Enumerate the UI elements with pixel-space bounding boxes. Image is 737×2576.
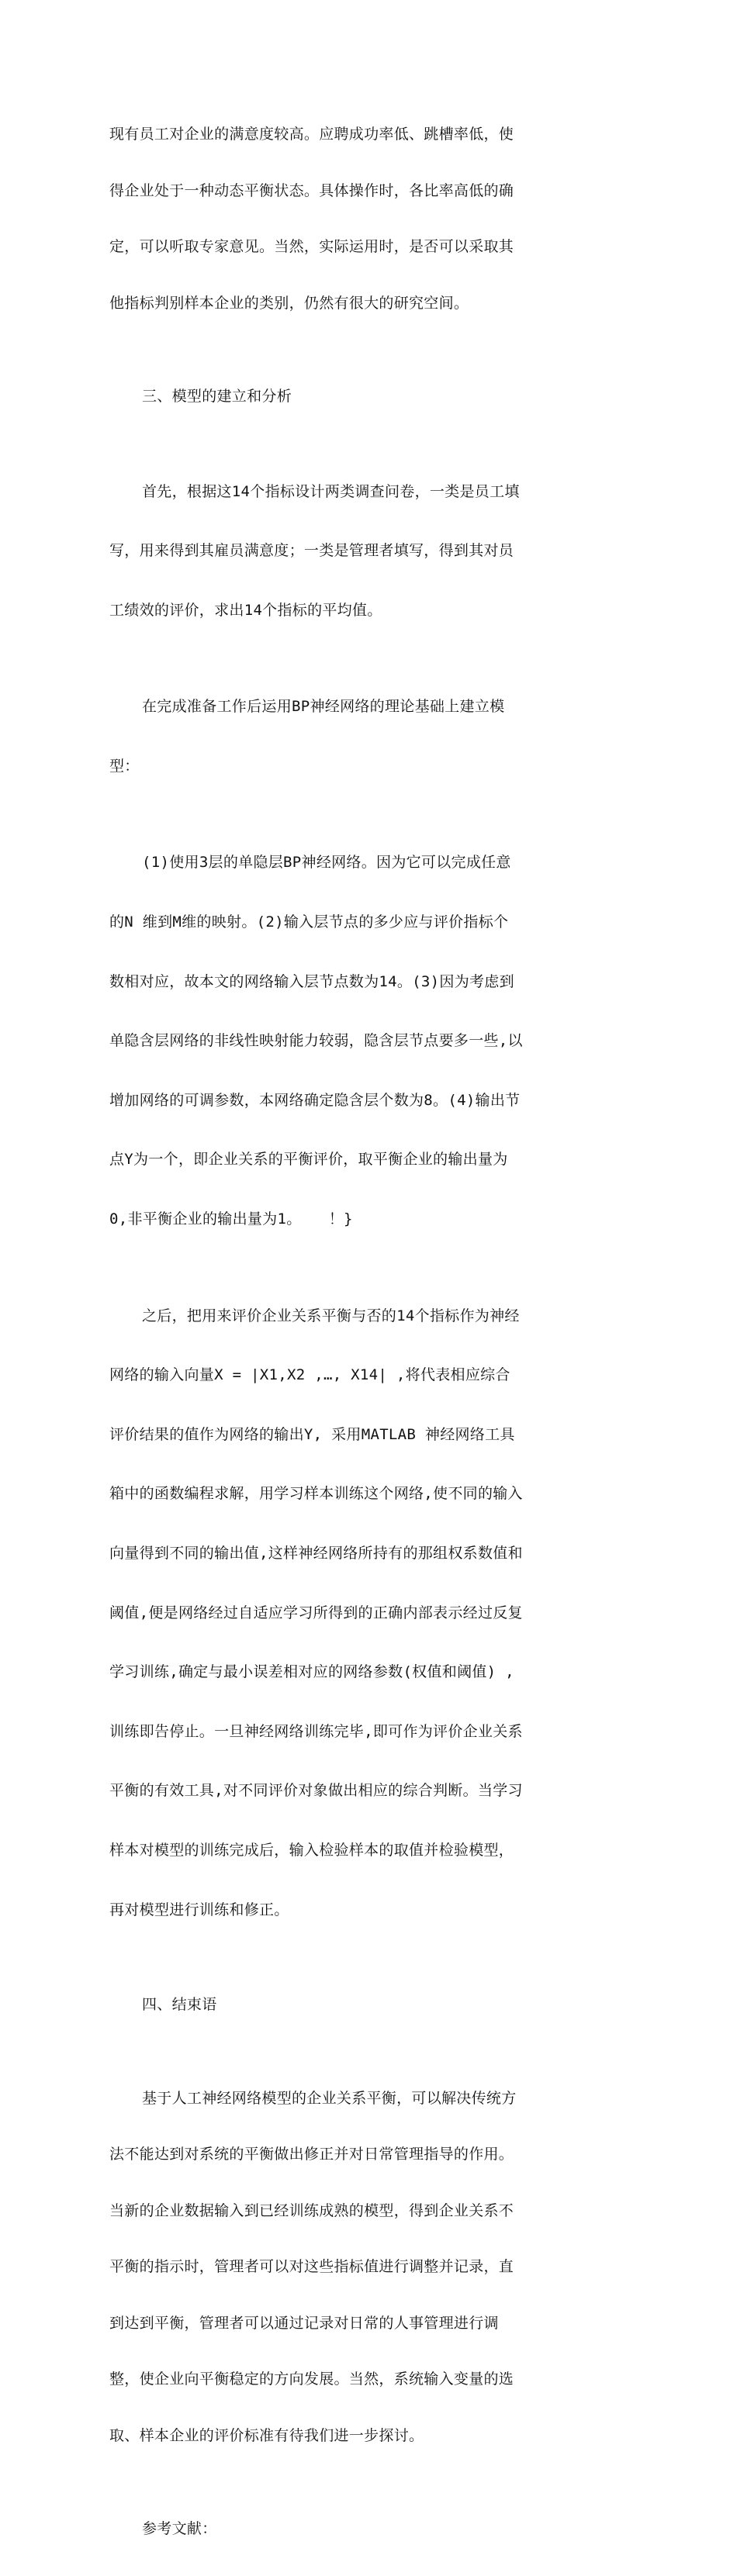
text-line: 到达到平衡，管理者可以通过记录对日常的人事管理进行调 (109, 2314, 499, 2332)
text-line: 首先，根据这14个指标设计两类调查问卷，一类是员工填 (142, 482, 520, 500)
text-line: 向量得到不同的输出值,这样神经网络所持有的那组权系数值和 (109, 1545, 523, 1562)
document-page (109, 88, 575, 2576)
text-line: 增加网络的可调参数，本网络确定隐含层个数为8。(4)输出节 (109, 1091, 521, 1109)
text-line: 样本对模型的训练完成后，输入检验样本的取值并检验模型， (109, 1841, 514, 1859)
heading-text: 四、结束语 (142, 1996, 217, 2014)
heading-text: 三、模型的建立和分析 (142, 388, 292, 405)
heading-text: 参考文献： (142, 2520, 217, 2538)
section-heading-3 (109, 350, 575, 444)
section-heading-4 (109, 1958, 575, 2052)
paragraph-1 (109, 88, 575, 350)
paragraph-6 (109, 2052, 575, 2483)
text-line: 之后，把用来评价企业关系平衡与否的14个指标作为神经 (142, 1307, 520, 1324)
text-line: 平衡的有效工具,对不同评价对象做出相应的综合判断。当学习 (109, 1782, 523, 1800)
text-line: (1)使用3层的单隐层BP神经网络。因为它可以完成任意 (142, 854, 511, 872)
text-line: 在完成准备工作后运用BP神经网络的理论基础上建立模 (142, 698, 505, 716)
text-line: 评价结果的值作为网络的输出Y, 采用MATLAB 神经网络工具 (109, 1425, 515, 1443)
text-line: 基于人工神经网络模型的企业关系平衡，可以解决传统方 (142, 2089, 517, 2107)
paragraph-5 (109, 1268, 575, 1959)
text-line: 学习训练,确定与最小误差相对应的网络参数(权值和阈值) , (109, 1663, 514, 1681)
text-line: 网络的输入向量X = |X1,X2 ,…, X14| ,将代表相应综合 (109, 1366, 510, 1384)
paragraph-4 (109, 814, 575, 1267)
text-line: 平衡的指示时，管理者可以对这些指标值进行调整并记录，直 (109, 2258, 514, 2276)
text-line: 现有员工对企业的满意度较高。应聘成功率低、跳槽率低，使 (109, 126, 514, 143)
text-line: 再对模型进行训练和修正。 (109, 1901, 289, 1918)
text-line: 点Y为一个，即企业关系的平衡评价，取平衡企业的输出量为 (109, 1151, 508, 1169)
text-line: 定，可以听取专家意见。当然，实际运用时，是否可以采取其 (109, 238, 514, 255)
text-line: 训练即告停止。一旦神经网络训练完毕,即可作为评价企业关系 (109, 1722, 523, 1740)
references-heading (109, 2482, 575, 2576)
text-line: 数相对应，故本文的网络输入层节点数为14。(3)因为考虑到 (109, 972, 514, 990)
text-line: 法不能达到对系统的平衡做出修正并对日常管理指导的作用。 (109, 2146, 514, 2163)
text-line: 得企业处于一种动态平衡状态。具体操作时，各比率高低的确 (109, 181, 514, 199)
text-line: 阈值,便是网络经过自适应学习所得到的正确内部表示经过反复 (109, 1604, 523, 1621)
text-line: 0,非平衡企业的输出量为1。 ！} (109, 1210, 353, 1228)
text-line: 整，使企业向平衡稳定的方向发展。当然，系统输入变量的选 (109, 2371, 514, 2388)
text-line: 的N 维到M维的映射。(2)输入层节点的多少应与评价指标个 (109, 913, 509, 931)
text-line: 工绩效的评价，求出14个指标的平均值。 (109, 601, 382, 619)
paragraph-3 (109, 658, 575, 814)
paragraph-2 (109, 444, 575, 659)
text-line: 当新的企业数据输入到已经训练成熟的模型，得到企业关系不 (109, 2201, 514, 2219)
text-line: 箱中的函数编程求解，用学习样本训练这个网络,使不同的输入 (109, 1485, 523, 1503)
text-line: 写，用来得到其雇员满意度；一类是管理者填写，得到其对员 (109, 542, 514, 560)
text-line: 单隐含层网络的非线性映射能力较弱，隐含层节点要多一些,以 (109, 1032, 523, 1050)
text-line: 取、样本企业的评价标准有待我们进一步探讨。 (109, 2426, 424, 2444)
text-line: 他指标判别样本企业的类别，仍然有很大的研究空间。 (109, 294, 469, 312)
text-line: 型： (109, 757, 140, 775)
